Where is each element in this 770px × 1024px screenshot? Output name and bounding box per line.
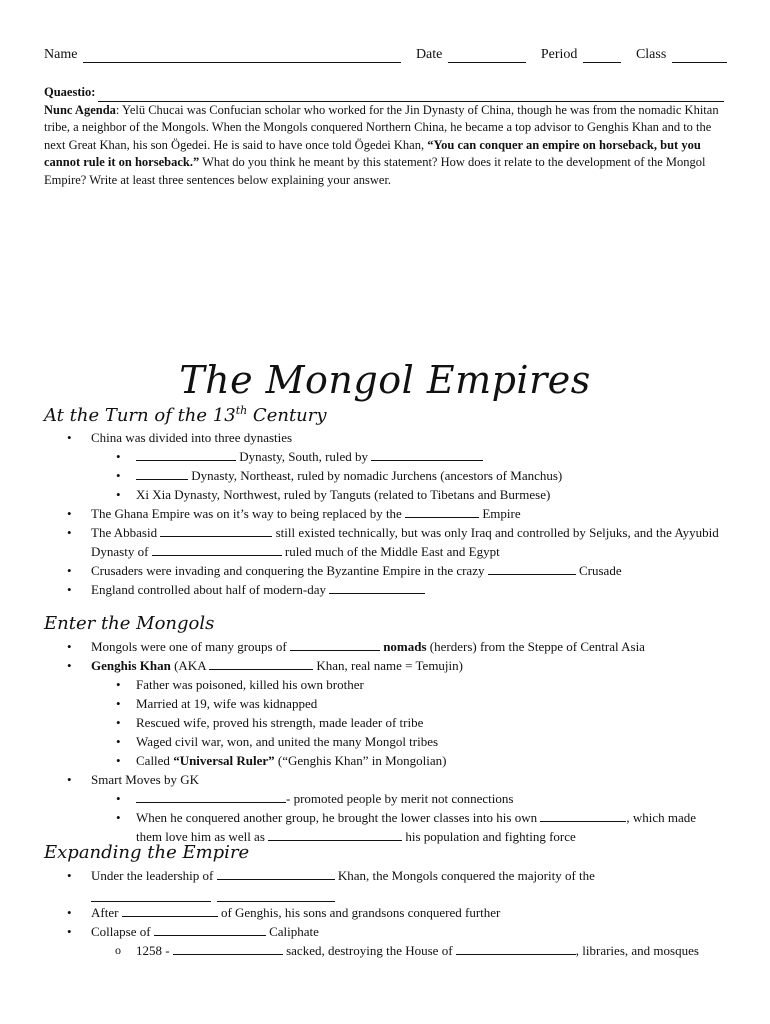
section1-list	[64, 428, 724, 599]
fill-blank[interactable]	[456, 942, 576, 955]
quaestio-block	[44, 84, 724, 189]
list-item: • Rescued wife, proved his strength, made leader of tribe	[91, 713, 724, 732]
fill-blank[interactable]	[488, 562, 576, 575]
page-title: The Mongol Empires	[179, 358, 591, 402]
fill-blank[interactable]	[217, 867, 335, 880]
list-item: • Crusaders were invading and conquering the Byzantine Empire in the crazy Crusade	[64, 561, 724, 580]
list-item: • Collapse of Caliphate o 1258 - sacked, destroying the House of , libraries, and mosques	[64, 922, 724, 960]
nunc-agenda	[44, 102, 724, 190]
fill-blank[interactable]	[371, 448, 483, 461]
student-info-header	[44, 47, 726, 63]
list-item: • Under the leadership of Khan, the Mongols conquered the majority of the	[64, 866, 724, 903]
fill-blank[interactable]	[173, 942, 283, 955]
fill-blank[interactable]	[160, 524, 272, 537]
list-item: • Xi Xia Dynasty, Northwest, ruled by Tanguts (related to Tibetans and Burmese)	[91, 485, 724, 504]
agenda-quote: “You can conquer an empire on horseback, but you cannot rule it on horseback.”	[44, 137, 701, 169]
name-label: Name	[44, 47, 78, 62]
section-heading-enter-the-mongols: Enter the Mongols	[44, 613, 215, 634]
fill-blank[interactable]	[540, 809, 626, 822]
list-item: • - promoted people by merit not connections	[91, 789, 724, 808]
fill-blank[interactable]	[152, 543, 282, 556]
fill-blank[interactable]	[209, 657, 313, 670]
fill-blank[interactable]	[154, 923, 266, 936]
class-blank[interactable]	[672, 49, 727, 63]
list-item: • After of Genghis, his sons and grandsons conquered further	[64, 903, 724, 922]
class-label: Class	[635, 47, 667, 62]
fill-blank[interactable]	[290, 638, 380, 651]
list-item: • England controlled about half of modern-day	[64, 580, 724, 599]
list-item: • China was divided into three dynasties • Dynasty, South, ruled by • Dynasty, Northeast, ruled by nomadic Jurchens (ancestors of Manchus) • Xi Xia Dynasty, Northwest, ruled by Tanguts (related to Tibetans and Burmese)	[64, 428, 724, 504]
agenda-prompt: What do you think he meant by this statement? How does it relate to the development of the Mongol Empire? Write at least three sentences below explaining your answer.	[44, 155, 706, 187]
list-item: • Waged civil war, won, and united the many Mongol tribes	[91, 732, 724, 751]
list-item: • Genghis Khan (AKA Khan, real name = Temujin) • Father was poisoned, killed his own brother • Married at 19, wife was kidnapped • Rescued wife, proved his strength, made leader of tribe • Waged civil war, won, and united the many Mongol tribes • Called “Universal Ruler” (“Genghis Khan” in Mongolian)	[64, 656, 724, 770]
section3-list	[64, 866, 724, 960]
list-item: • Smart Moves by GK • - promoted people by merit not connections • When he conquered another group, he brought the lower classes into his own , which made them love him as well as his population and fighting force	[64, 770, 724, 846]
fill-blank[interactable]	[136, 467, 188, 480]
fill-blank[interactable]	[217, 889, 335, 902]
list-item: • Mongols were one of many groups of nomads (herders) from the Steppe of Central Asia	[64, 637, 724, 656]
fill-blank[interactable]	[405, 505, 479, 518]
list-item: • Married at 19, wife was kidnapped	[91, 694, 724, 713]
section-heading-turn-of-century: At the Turn of the 13th Century	[44, 404, 327, 426]
list-item: o 1258 - sacked, destroying the House of , libraries, and mosques	[91, 941, 724, 960]
list-item: • When he conquered another group, he brought the lower classes into his own , which made them love him as well as his population and fighting force	[91, 808, 724, 846]
name-blank[interactable]	[83, 49, 401, 63]
list-item: • Dynasty, Northeast, ruled by nomadic Jurchens (ancestors of Manchus)	[91, 466, 724, 485]
fill-blank[interactable]	[329, 581, 425, 594]
period-label: Period	[540, 47, 578, 62]
list-item: • Dynasty, South, ruled by	[91, 447, 724, 466]
list-item: • Father was poisoned, killed his own brother	[91, 675, 724, 694]
fill-blank[interactable]	[91, 889, 211, 902]
quaestio-blank[interactable]	[98, 89, 724, 102]
fill-blank[interactable]	[122, 904, 218, 917]
date-label: Date	[415, 47, 443, 62]
agenda-label: Nunc Agenda	[44, 102, 116, 117]
list-item: • The Abbasid still existed technically, but was only Iraq and controlled by Seljuks, and the Ayyubid Dynasty of ruled much of the Middle East and Egypt	[64, 523, 724, 561]
agenda-text: : Yelü Chucai was Confucian scholar who worked for the Jin Dynasty of China, though he was from the nomadic Khitan tribe, a neighbor of the Mongols. When the Mongols conquered Northern China, he became a top advisor to Genghis Khan and to the next Great Khan, his son Ögedei. He is said to have once told Ögedei Khan,	[44, 102, 719, 152]
fill-blank[interactable]	[136, 790, 286, 803]
quaestio-label: Quaestio:	[44, 85, 96, 99]
section2-list	[64, 637, 724, 846]
fill-blank[interactable]	[136, 448, 236, 461]
list-item: • Called “Universal Ruler” (“Genghis Khan” in Mongolian)	[91, 751, 724, 770]
section-heading-expanding-the-empire: Expanding the Empire	[44, 842, 250, 863]
date-blank[interactable]	[448, 49, 526, 63]
list-item: • The Ghana Empire was on it’s way to being replaced by the Empire	[64, 504, 724, 523]
fill-blank[interactable]	[268, 828, 402, 841]
period-blank[interactable]	[583, 49, 621, 63]
